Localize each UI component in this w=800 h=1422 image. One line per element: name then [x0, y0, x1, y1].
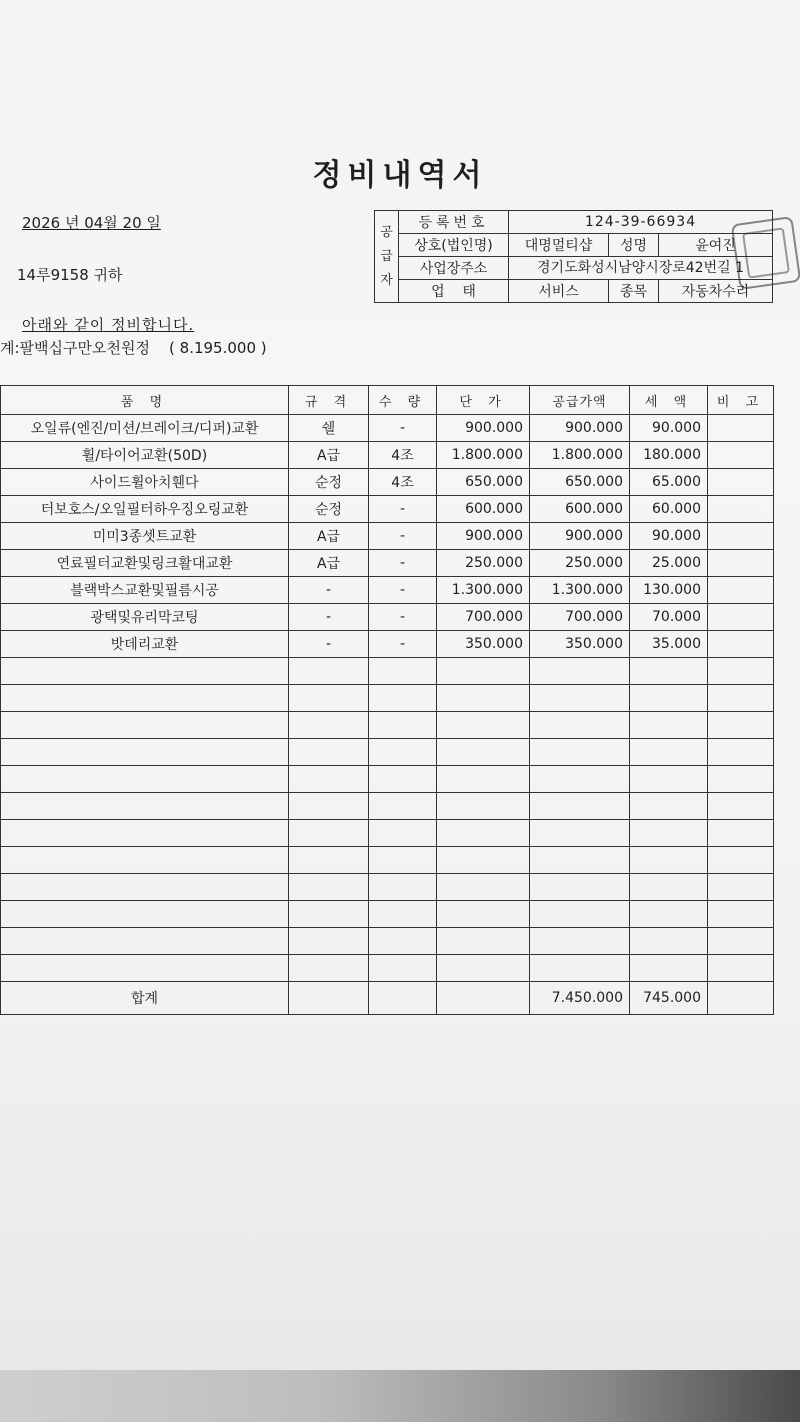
empty-cell	[1, 712, 289, 739]
empty-cell	[708, 685, 774, 712]
sum-note-cell	[708, 982, 774, 1015]
table-row	[1, 496, 774, 523]
empty-cell	[369, 874, 437, 901]
header-supply-amount: 공급가액	[530, 386, 630, 415]
empty-table-row	[1, 766, 774, 793]
empty-cell	[1, 793, 289, 820]
address-label: 사업장주소	[399, 257, 509, 280]
reg-value: 124-39-66934	[509, 211, 773, 234]
spec-cell: 순정	[289, 469, 369, 496]
company-label: 상호(법인명)	[399, 234, 509, 257]
sum-quantity-cell	[369, 982, 437, 1015]
empty-cell	[289, 793, 369, 820]
empty-cell	[289, 739, 369, 766]
note-cell	[708, 550, 774, 577]
note-cell	[708, 523, 774, 550]
empty-cell	[369, 793, 437, 820]
empty-cell	[437, 901, 530, 928]
empty-cell	[1, 955, 289, 982]
item-name-cell: 광택및유리막코팅	[1, 604, 289, 631]
tax-cell: 65.000	[630, 469, 708, 496]
spec-cell: 쉘	[289, 415, 369, 442]
document-title: 정비내역서	[312, 158, 488, 193]
note-cell	[708, 631, 774, 658]
supply-amount-cell: 1.800.000	[530, 442, 630, 469]
empty-cell	[1, 658, 289, 685]
empty-cell	[630, 793, 708, 820]
items-header-row	[1, 386, 774, 415]
spec-cell: 순정	[289, 496, 369, 523]
unit-price-cell: 350.000	[437, 631, 530, 658]
empty-cell	[708, 955, 774, 982]
empty-cell	[630, 820, 708, 847]
sum-spec-cell	[289, 982, 369, 1015]
unit-price-cell: 650.000	[437, 469, 530, 496]
empty-cell	[369, 928, 437, 955]
supplier-table	[374, 210, 773, 303]
item-name-cell: 사이드휠아치휀다	[1, 469, 289, 496]
empty-table-row	[1, 793, 774, 820]
tax-cell: 90.000	[630, 523, 708, 550]
total-amount-line: 계:팔백십구만오천원정 ( 8.195.000 )	[0, 339, 267, 357]
empty-cell	[630, 685, 708, 712]
empty-cell	[1, 901, 289, 928]
table-row	[1, 523, 774, 550]
table-row	[1, 550, 774, 577]
sum-unit-price-cell	[437, 982, 530, 1015]
empty-cell	[530, 685, 630, 712]
empty-table-row	[1, 685, 774, 712]
table-row	[1, 604, 774, 631]
quantity-cell: -	[369, 631, 437, 658]
empty-cell	[708, 928, 774, 955]
empty-cell	[530, 901, 630, 928]
empty-cell	[289, 712, 369, 739]
empty-cell	[369, 820, 437, 847]
empty-cell	[437, 847, 530, 874]
item-name-cell: 밧데리교환	[1, 631, 289, 658]
empty-table-row	[1, 712, 774, 739]
empty-cell	[437, 712, 530, 739]
unit-price-cell: 1.800.000	[437, 442, 530, 469]
note-cell	[708, 415, 774, 442]
item-value: 자동차수리	[659, 280, 773, 303]
quantity-cell: 4조	[369, 442, 437, 469]
empty-cell	[1, 739, 289, 766]
table-row	[1, 469, 774, 496]
empty-cell	[437, 820, 530, 847]
background-surface	[0, 1370, 800, 1422]
empty-cell	[1, 820, 289, 847]
supply-amount-cell: 1.300.000	[530, 577, 630, 604]
empty-cell	[1, 847, 289, 874]
empty-cell	[630, 874, 708, 901]
sum-row	[1, 982, 774, 1015]
empty-cell	[437, 766, 530, 793]
supply-amount-cell: 350.000	[530, 631, 630, 658]
sum-tax-total: 745.000	[630, 982, 708, 1015]
empty-table-row	[1, 847, 774, 874]
empty-cell	[708, 847, 774, 874]
empty-cell	[530, 874, 630, 901]
empty-cell	[630, 928, 708, 955]
sum-supply-total: 7.450.000	[530, 982, 630, 1015]
tax-cell: 130.000	[630, 577, 708, 604]
supply-amount-cell: 600.000	[530, 496, 630, 523]
empty-cell	[437, 739, 530, 766]
supply-amount-cell: 250.000	[530, 550, 630, 577]
item-name-cell: 터보호스/오일필터하우징오링교환	[1, 496, 289, 523]
empty-cell	[437, 928, 530, 955]
empty-cell	[437, 874, 530, 901]
empty-cell	[630, 739, 708, 766]
header-tax: 세 액	[630, 386, 708, 415]
supplier-side-label: 공급자	[375, 211, 399, 303]
empty-cell	[708, 874, 774, 901]
empty-cell	[1, 766, 289, 793]
spec-cell: A급	[289, 550, 369, 577]
note-cell	[708, 469, 774, 496]
empty-table-row	[1, 820, 774, 847]
empty-cell	[289, 847, 369, 874]
name-label: 성명	[609, 234, 659, 257]
empty-cell	[1, 928, 289, 955]
empty-cell	[369, 712, 437, 739]
empty-cell	[289, 820, 369, 847]
item-name-cell: 휠/타이어교환(50D)	[1, 442, 289, 469]
note-cell	[708, 496, 774, 523]
empty-cell	[369, 658, 437, 685]
empty-cell	[1, 685, 289, 712]
table-row	[1, 415, 774, 442]
header-quantity: 수 량	[369, 386, 437, 415]
item-name-cell: 오일류(엔진/미션/브레이크/디퍼)교환	[1, 415, 289, 442]
quantity-cell: -	[369, 550, 437, 577]
recipient: 14루9158 귀하	[17, 266, 123, 284]
spec-cell: -	[289, 577, 369, 604]
empty-cell	[708, 793, 774, 820]
empty-cell	[289, 685, 369, 712]
document-date: 2026 년 04월 20 일	[22, 214, 161, 232]
quantity-cell: -	[369, 604, 437, 631]
empty-cell	[630, 766, 708, 793]
header-note: 비 고	[708, 386, 774, 415]
intro-text: 아래와 같이 정비합니다.	[22, 316, 195, 334]
empty-table-row	[1, 739, 774, 766]
quantity-cell: 4조	[369, 469, 437, 496]
empty-cell	[530, 712, 630, 739]
unit-price-cell: 250.000	[437, 550, 530, 577]
spec-cell: -	[289, 604, 369, 631]
item-name-cell: 미미3종셋트교환	[1, 523, 289, 550]
tax-cell: 25.000	[630, 550, 708, 577]
empty-cell	[530, 766, 630, 793]
empty-table-row	[1, 874, 774, 901]
empty-cell	[530, 739, 630, 766]
empty-cell	[708, 820, 774, 847]
empty-cell	[630, 901, 708, 928]
empty-cell	[530, 955, 630, 982]
quantity-cell: -	[369, 577, 437, 604]
empty-cell	[369, 766, 437, 793]
supply-amount-cell: 700.000	[530, 604, 630, 631]
reg-label: 등록번호	[399, 211, 509, 234]
empty-cell	[1, 874, 289, 901]
table-row	[1, 631, 774, 658]
unit-price-cell: 700.000	[437, 604, 530, 631]
name-value: 윤여진	[659, 234, 773, 257]
empty-cell	[530, 658, 630, 685]
header-spec: 규 격	[289, 386, 369, 415]
empty-cell	[437, 685, 530, 712]
business-value: 서비스	[509, 280, 609, 303]
note-cell	[708, 577, 774, 604]
empty-cell	[530, 847, 630, 874]
unit-price-cell: 900.000	[437, 415, 530, 442]
header-item-name: 품 명	[1, 386, 289, 415]
tax-cell: 60.000	[630, 496, 708, 523]
empty-cell	[630, 847, 708, 874]
empty-cell	[369, 739, 437, 766]
empty-cell	[289, 658, 369, 685]
business-label: 업 태	[399, 280, 509, 303]
empty-cell	[708, 739, 774, 766]
empty-cell	[630, 955, 708, 982]
item-name-cell: 연료필터교환및링크활대교환	[1, 550, 289, 577]
empty-cell	[369, 901, 437, 928]
empty-cell	[369, 685, 437, 712]
empty-cell	[289, 901, 369, 928]
supply-amount-cell: 650.000	[530, 469, 630, 496]
spec-cell: A급	[289, 523, 369, 550]
empty-cell	[708, 658, 774, 685]
empty-table-row	[1, 955, 774, 982]
empty-cell	[437, 793, 530, 820]
empty-cell	[630, 712, 708, 739]
empty-cell	[708, 712, 774, 739]
note-cell	[708, 604, 774, 631]
address-value: 경기도화성시남양시장로42번길 1	[509, 257, 773, 280]
empty-cell	[369, 955, 437, 982]
spec-cell: -	[289, 631, 369, 658]
empty-cell	[289, 955, 369, 982]
quantity-cell: -	[369, 415, 437, 442]
empty-cell	[289, 928, 369, 955]
supply-amount-cell: 900.000	[530, 523, 630, 550]
empty-table-row	[1, 928, 774, 955]
company-value: 대명멀티샵	[509, 234, 609, 257]
note-cell	[708, 442, 774, 469]
quantity-cell: -	[369, 523, 437, 550]
item-label: 종목	[609, 280, 659, 303]
spec-cell: A급	[289, 442, 369, 469]
quantity-cell: -	[369, 496, 437, 523]
table-row	[1, 577, 774, 604]
empty-cell	[708, 766, 774, 793]
empty-cell	[289, 766, 369, 793]
seal-stamp	[731, 216, 800, 290]
sum-label: 합계	[1, 982, 289, 1015]
empty-cell	[530, 793, 630, 820]
empty-cell	[530, 820, 630, 847]
empty-cell	[530, 928, 630, 955]
unit-price-cell: 1.300.000	[437, 577, 530, 604]
unit-price-cell: 600.000	[437, 496, 530, 523]
tax-cell: 70.000	[630, 604, 708, 631]
empty-cell	[437, 658, 530, 685]
unit-price-cell: 900.000	[437, 523, 530, 550]
tax-cell: 180.000	[630, 442, 708, 469]
items-table	[0, 385, 774, 1015]
tax-cell: 35.000	[630, 631, 708, 658]
empty-cell	[708, 901, 774, 928]
empty-cell	[630, 658, 708, 685]
empty-cell	[369, 847, 437, 874]
empty-table-row	[1, 658, 774, 685]
item-name-cell: 블랙박스교환및필름시공	[1, 577, 289, 604]
empty-cell	[289, 874, 369, 901]
table-row	[1, 442, 774, 469]
header-unit-price: 단 가	[437, 386, 530, 415]
tax-cell: 90.000	[630, 415, 708, 442]
empty-table-row	[1, 901, 774, 928]
supply-amount-cell: 900.000	[530, 415, 630, 442]
empty-cell	[437, 955, 530, 982]
